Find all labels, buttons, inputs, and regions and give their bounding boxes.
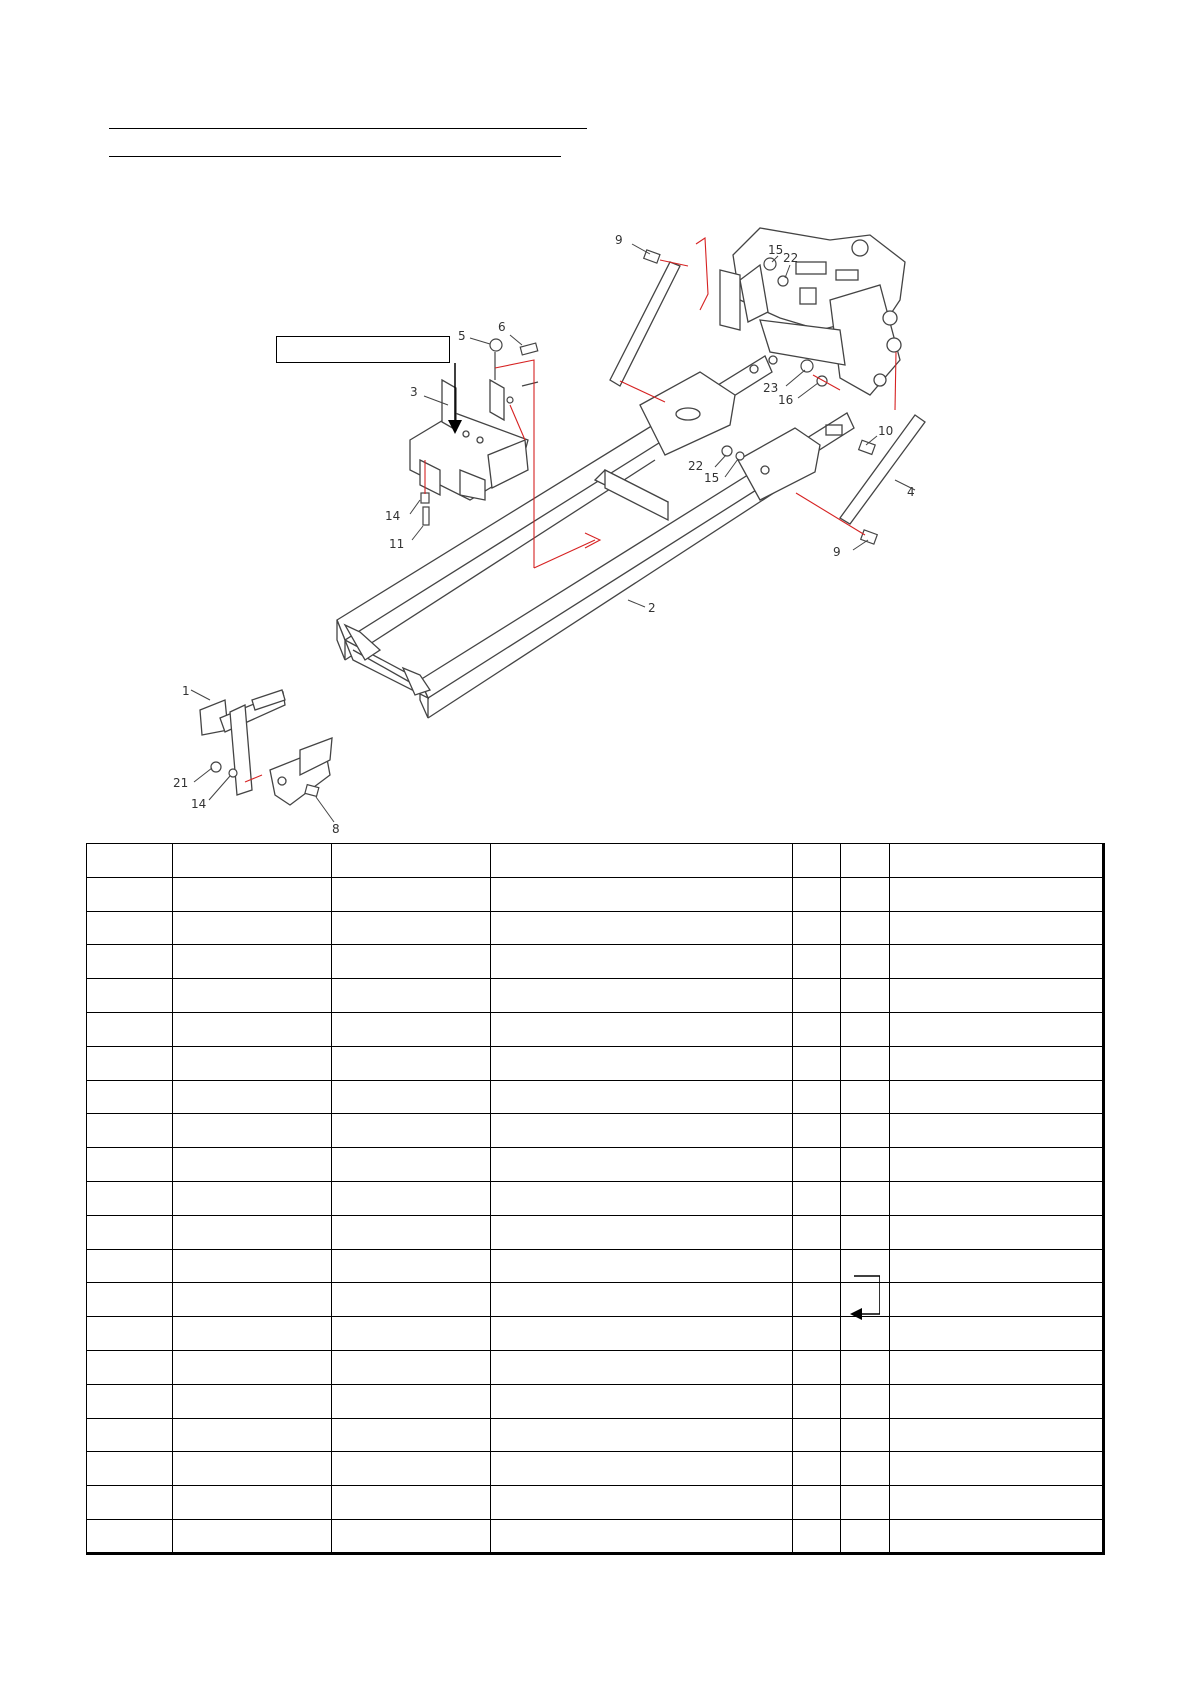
table-cell <box>173 1283 332 1317</box>
table-cell <box>793 1080 841 1114</box>
table-row <box>87 1114 1105 1148</box>
table-cell <box>841 1012 890 1046</box>
table-cell <box>87 844 173 878</box>
table-cell <box>890 1249 1105 1283</box>
table-cell <box>332 844 491 878</box>
table-cell <box>332 945 491 979</box>
table-cell <box>173 1317 332 1351</box>
table-row <box>87 1486 1105 1520</box>
table-cell <box>491 844 793 878</box>
table-bottom-border <box>86 1552 1105 1555</box>
table-cell <box>890 1215 1105 1249</box>
table-cell <box>332 1283 491 1317</box>
parts-list-body <box>87 844 1105 1554</box>
table-cell <box>173 1384 332 1418</box>
table-cell <box>793 1181 841 1215</box>
table-cell <box>841 1486 890 1520</box>
table-cell <box>841 1114 890 1148</box>
table-cell <box>841 1181 890 1215</box>
table-cell <box>793 1384 841 1418</box>
table-cell <box>491 1350 793 1384</box>
table-row <box>87 1350 1105 1384</box>
callout-box <box>276 336 450 363</box>
table-cell <box>332 1486 491 1520</box>
table-cell <box>173 1046 332 1080</box>
table-cell <box>332 1181 491 1215</box>
callout-14-bottom: 14 <box>191 797 207 811</box>
table-cell <box>890 1181 1105 1215</box>
callout-22-top: 22 <box>783 251 799 265</box>
table-cell <box>173 1350 332 1384</box>
table-cell <box>793 1486 841 1520</box>
callout-21: 21 <box>173 776 189 790</box>
table-cell <box>491 1181 793 1215</box>
table-row <box>87 1317 1105 1351</box>
table-cell <box>890 1317 1105 1351</box>
table-cell <box>87 1080 173 1114</box>
table-cell <box>890 979 1105 1013</box>
table-cell <box>173 945 332 979</box>
table-row <box>87 1283 1105 1317</box>
table-cell <box>332 1249 491 1283</box>
table-cell <box>491 1486 793 1520</box>
callout-15-top: 15 <box>768 243 784 257</box>
table-cell <box>491 1215 793 1249</box>
table-cell <box>87 1418 173 1452</box>
table-row <box>87 1181 1105 1215</box>
table-cell <box>332 979 491 1013</box>
table-cell <box>793 1350 841 1384</box>
table-cell <box>491 1249 793 1283</box>
table-cell <box>841 844 890 878</box>
table-cell <box>87 1384 173 1418</box>
table-cell <box>841 1452 890 1486</box>
table-cell <box>841 1519 890 1553</box>
table-row <box>87 844 1105 878</box>
table-cell <box>890 877 1105 911</box>
table-cell <box>841 979 890 1013</box>
table-cell <box>173 1012 332 1046</box>
table-cell <box>890 1046 1105 1080</box>
table-cell <box>173 1486 332 1520</box>
callout-6: 6 <box>498 320 506 334</box>
table-cell <box>332 1452 491 1486</box>
table-cell <box>793 1418 841 1452</box>
callout-9-top: 9 <box>615 233 623 247</box>
table-cell <box>793 1114 841 1148</box>
table-cell <box>87 1350 173 1384</box>
table-cell <box>332 1148 491 1182</box>
table-cell <box>793 1148 841 1182</box>
table-cell <box>491 1317 793 1351</box>
table-cell <box>793 945 841 979</box>
table-cell <box>332 1519 491 1553</box>
table-cell <box>890 1519 1105 1553</box>
table-cell <box>890 1148 1105 1182</box>
callout-23: 23 <box>763 381 779 395</box>
table-cell <box>491 1418 793 1452</box>
table-cell <box>87 1046 173 1080</box>
exploded-parts-diagram <box>0 0 1190 840</box>
callout-8: 8 <box>332 822 340 836</box>
table-cell <box>890 1114 1105 1148</box>
table-row <box>87 1046 1105 1080</box>
table-cell <box>890 1350 1105 1384</box>
callout-14-top: 14 <box>385 509 401 523</box>
table-cell <box>491 1283 793 1317</box>
table-cell <box>793 1519 841 1553</box>
table-cell <box>87 1283 173 1317</box>
table-cell <box>793 1046 841 1080</box>
table-cell <box>173 877 332 911</box>
table-row <box>87 1012 1105 1046</box>
table-cell <box>491 1452 793 1486</box>
table-cell <box>841 945 890 979</box>
table-cell <box>87 1181 173 1215</box>
table-cell <box>87 1452 173 1486</box>
parts-list-table <box>86 843 1105 1554</box>
table-cell <box>87 1215 173 1249</box>
table-cell <box>841 1080 890 1114</box>
table-cell <box>841 911 890 945</box>
table-cell <box>87 877 173 911</box>
table-cell <box>87 1249 173 1283</box>
table-cell <box>173 1215 332 1249</box>
table-cell <box>491 945 793 979</box>
callout-16: 16 <box>778 393 794 407</box>
table-cell <box>491 1012 793 1046</box>
table-cell <box>173 1249 332 1283</box>
table-cell <box>491 979 793 1013</box>
table-cell <box>841 1384 890 1418</box>
table-row <box>87 945 1105 979</box>
table-cell <box>793 1249 841 1283</box>
table-row <box>87 1384 1105 1418</box>
table-cell <box>890 945 1105 979</box>
table-row <box>87 1215 1105 1249</box>
table-cell <box>793 877 841 911</box>
table-cell <box>890 1283 1105 1317</box>
table-row <box>87 1418 1105 1452</box>
callout-2: 2 <box>648 601 656 615</box>
table-cell <box>890 1486 1105 1520</box>
table-row <box>87 1519 1105 1553</box>
callout-3: 3 <box>410 385 418 399</box>
table-cell <box>491 1046 793 1080</box>
table-cell <box>793 1452 841 1486</box>
table-cell <box>793 1283 841 1317</box>
table-cell <box>173 1181 332 1215</box>
table-cell <box>841 1317 890 1351</box>
table-cell <box>332 1046 491 1080</box>
table-cell <box>491 1148 793 1182</box>
table-cell <box>841 1350 890 1384</box>
table-cell <box>332 1317 491 1351</box>
table-cell <box>173 1452 332 1486</box>
table-cell <box>491 1114 793 1148</box>
table-cell <box>491 1080 793 1114</box>
table-cell <box>332 1012 491 1046</box>
table-cell <box>332 1350 491 1384</box>
table-cell <box>332 877 491 911</box>
table-row <box>87 877 1105 911</box>
table-cell <box>173 844 332 878</box>
table-cell <box>890 1384 1105 1418</box>
table-cell <box>793 1012 841 1046</box>
table-cell <box>491 1384 793 1418</box>
table-cell <box>793 979 841 1013</box>
table-row <box>87 1452 1105 1486</box>
table-cell <box>841 1148 890 1182</box>
table-cell <box>332 911 491 945</box>
table-row <box>87 1080 1105 1114</box>
table-cell <box>173 1148 332 1182</box>
table-cell <box>890 1452 1105 1486</box>
table-cell <box>793 911 841 945</box>
bracket-arrow-icon <box>850 1274 880 1320</box>
table-row <box>87 1249 1105 1283</box>
table-cell <box>890 1012 1105 1046</box>
table-cell <box>87 945 173 979</box>
table-cell <box>890 1080 1105 1114</box>
table-cell <box>491 877 793 911</box>
table-right-border <box>1102 843 1105 1555</box>
table-cell <box>87 1486 173 1520</box>
callout-22-bottom: 22 <box>688 459 704 473</box>
table-cell <box>793 1317 841 1351</box>
callout-5: 5 <box>458 329 466 343</box>
table-cell <box>793 844 841 878</box>
table-cell <box>173 911 332 945</box>
table-cell <box>87 1114 173 1148</box>
table-cell <box>491 911 793 945</box>
table-cell <box>173 1114 332 1148</box>
table-cell <box>173 1418 332 1452</box>
table-cell <box>87 1519 173 1553</box>
table-cell <box>890 1418 1105 1452</box>
table-cell <box>87 979 173 1013</box>
table-cell <box>332 1215 491 1249</box>
table-cell <box>87 1148 173 1182</box>
table-cell <box>332 1418 491 1452</box>
table-cell <box>841 1215 890 1249</box>
table-cell <box>332 1384 491 1418</box>
table-cell <box>890 911 1105 945</box>
table-cell <box>793 1215 841 1249</box>
table-row <box>87 911 1105 945</box>
table-cell <box>332 1080 491 1114</box>
table-row <box>87 979 1105 1013</box>
table-cell <box>332 1114 491 1148</box>
table-cell <box>841 877 890 911</box>
table-cell <box>841 1046 890 1080</box>
table-cell <box>173 1519 332 1553</box>
callout-9-bottom: 9 <box>833 545 841 559</box>
table-cell <box>173 979 332 1013</box>
callout-4: 4 <box>907 485 915 499</box>
callout-1: 1 <box>182 684 190 698</box>
table-cell <box>87 911 173 945</box>
callout-15-bottom: 15 <box>704 471 720 485</box>
table-cell <box>87 1012 173 1046</box>
table-cell <box>173 1080 332 1114</box>
table-cell <box>890 844 1105 878</box>
table-row <box>87 1148 1105 1182</box>
callout-10: 10 <box>878 424 894 438</box>
table-cell <box>87 1317 173 1351</box>
table-cell <box>841 1418 890 1452</box>
callout-11: 11 <box>389 537 405 551</box>
table-cell <box>491 1519 793 1553</box>
